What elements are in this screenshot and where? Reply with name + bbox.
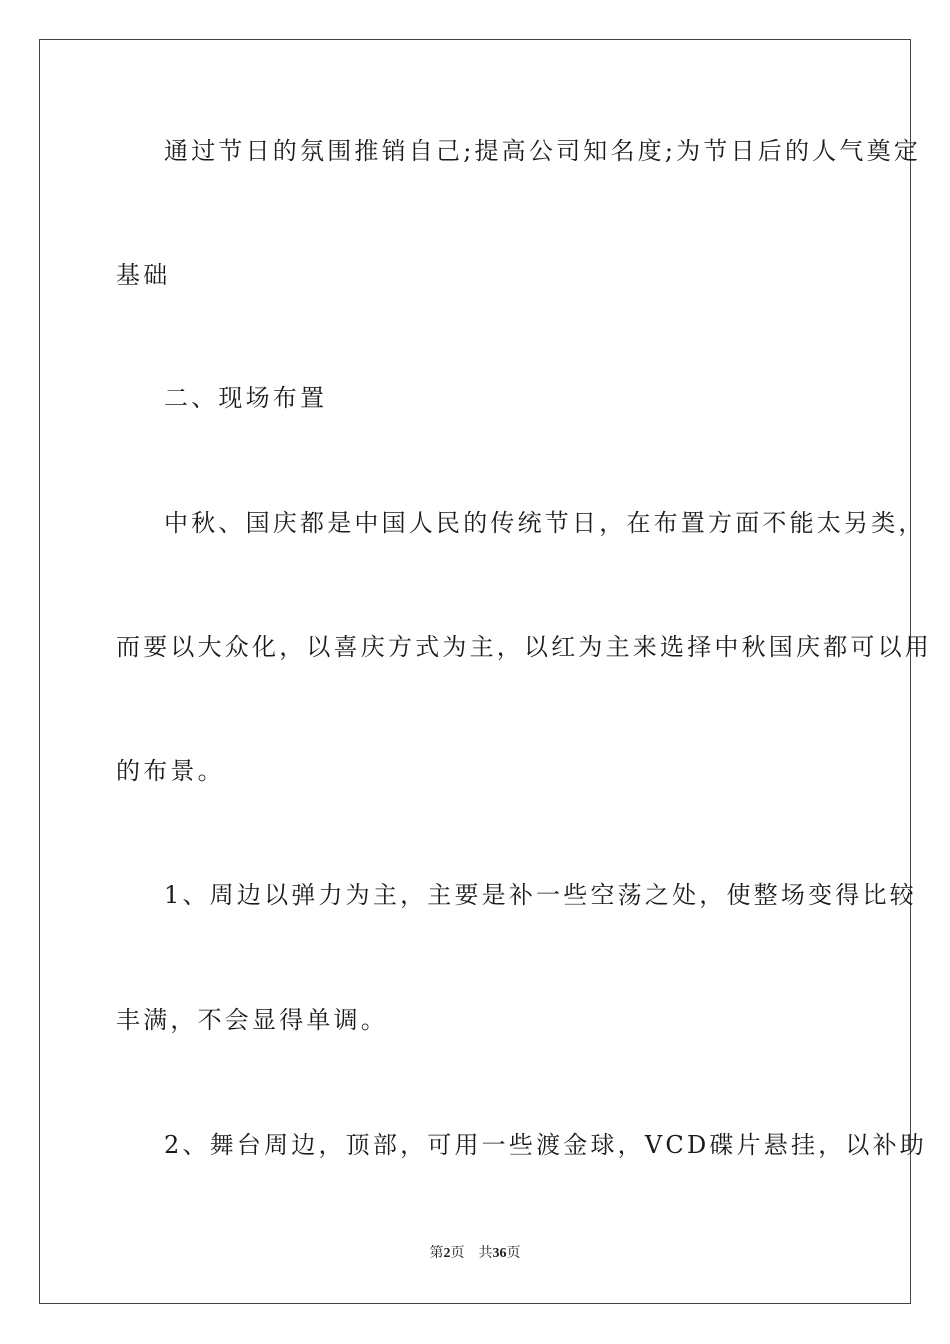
page-border xyxy=(39,39,932,1304)
list-item-line: 2、舞台周边，顶部，可用一些渡金球，VCD碟片悬挂，以补助 xyxy=(164,1131,928,1159)
paragraph-line: 而要以大众化，以喜庆方式为主，以红为主来选择中秋国庆都可以用 xyxy=(116,633,932,661)
page-suffix: 页 xyxy=(450,1246,465,1261)
paragraph-line: 中秋、国庆都是中国人民的传统节日，在布置方面不能太另类， xyxy=(164,509,926,537)
page-number-footer xyxy=(0,1245,950,1263)
total-suffix: 页 xyxy=(506,1246,521,1261)
page-prefix: 第 xyxy=(429,1246,444,1261)
section-heading: 二、现场布置 xyxy=(164,384,328,412)
list-item-line: 1、周边以弹力为主，主要是补一些空荡之处，使整场变得比较 xyxy=(164,881,917,909)
paragraph-line: 基础 xyxy=(116,261,171,289)
paragraph-line: 通过节日的氛围推销自己;提高公司知名度;为节日后的人气奠定 xyxy=(164,137,921,165)
total-page-count: 36 xyxy=(492,1246,507,1261)
current-page-number: 2 xyxy=(443,1246,451,1261)
total-prefix: 共 xyxy=(478,1246,493,1261)
list-item-line: 丰满，不会显得单调。 xyxy=(116,1006,388,1034)
paragraph-line: 的布景。 xyxy=(116,757,225,785)
